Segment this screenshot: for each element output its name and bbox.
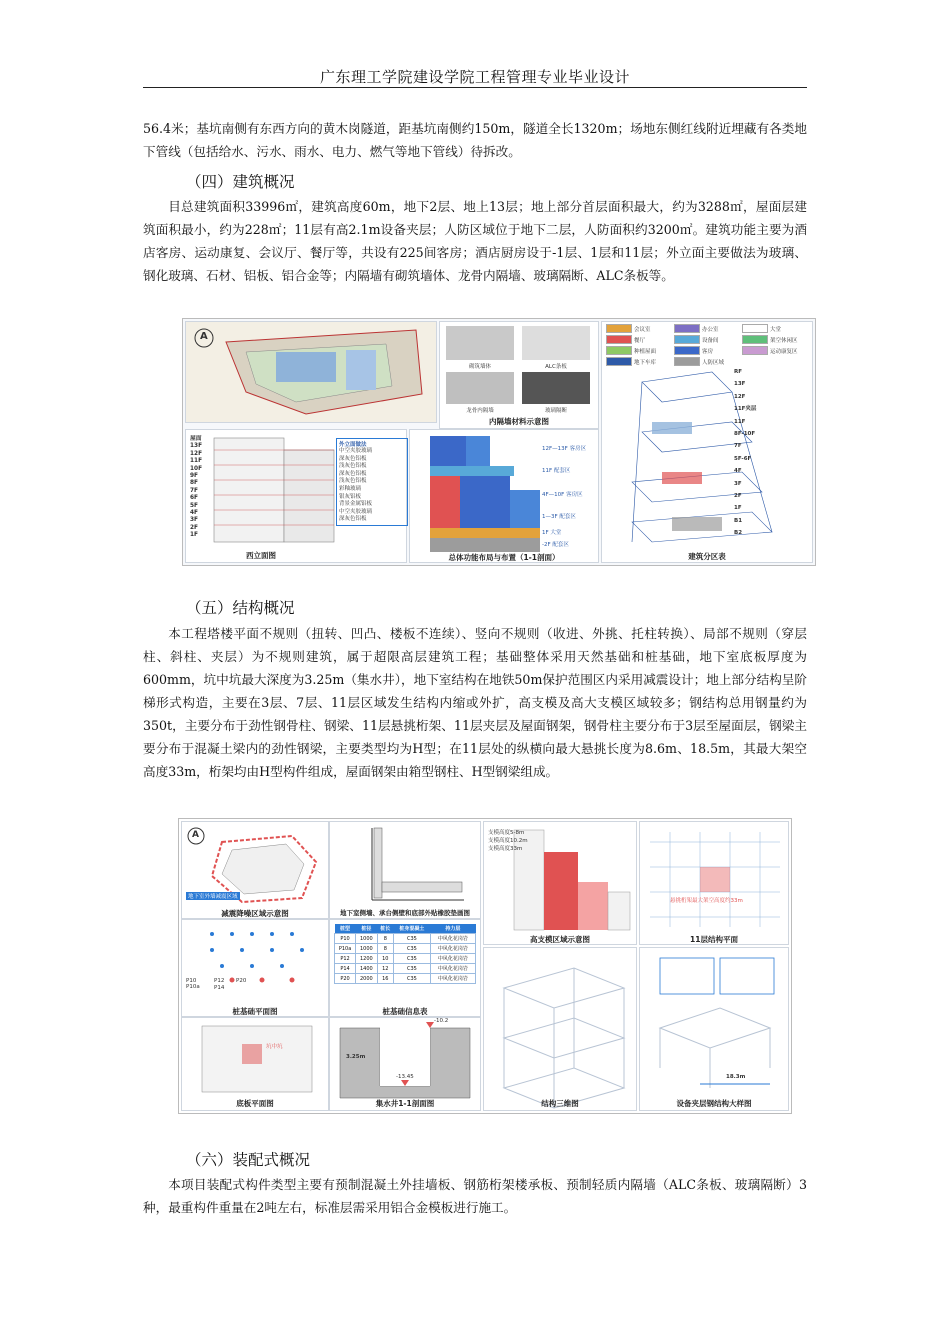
sump-bottom-level: -13.45	[396, 1074, 414, 1080]
pile-table-header-cell: 桩径	[361, 926, 372, 932]
pile-plan-drawing	[182, 920, 328, 1016]
wall-caption: 地下室侧墙、承台侧壁和底部外贴橡胶垫画图	[340, 909, 470, 917]
function-panel	[409, 429, 599, 563]
facade-item: 深灰色铝板	[339, 455, 367, 462]
interior-panel	[439, 321, 599, 429]
function-label: 4F—10F 客房区	[542, 492, 583, 498]
highform-legend	[488, 828, 528, 852]
sump-depth: 3.25m	[346, 1054, 366, 1060]
table-cell: C35	[393, 954, 430, 964]
section4-heading: （四）建筑概况	[186, 173, 295, 191]
zone-floor: 8F-10F	[734, 431, 756, 438]
header-rule	[143, 87, 807, 88]
equip-dimension: 18.3m	[726, 1074, 746, 1080]
zone-legend-label: 会议室	[634, 326, 651, 333]
table-cell: 10	[377, 954, 393, 964]
section5-paragraph: 本工程塔楼平面不规则（扭转、凹凸、楼板不连续）、竖向不规则（收进、外挑、托柱转换）、局部不规则（穿层柱、斜柱、夹层）为不规则建筑，属于超限高层建筑工程；基础整体采用天然基础和桩基础，地下室底板厚度为600mm，坑中坑最大深度为3.25m（集水井），地下室结构在地铁50m保护范围区内采用减震设计；地上部分结构呈阶梯形式构造，主要在3层、7层、11层区域发生结构内缩或外扩，高支模及高大支模区域较多；钢结构总用钢量约为350t，主要分布于劲性钢骨柱、钢梁、11层悬挑桁架、11层夹层及屋面钢架，钢骨柱主要分布于3层至屋面层，钢梁主要分布于混凝土梁内的劲性钢梁，主要类型均为H型；在11层处的纵横向最大悬挑长度为8.6m、18.5m，其最大架空高度33m，桁架均由H型构件组成，屋面钢架由箱型钢柱、H型钢梁组成。	[143, 626, 807, 779]
table-cell: C35	[393, 974, 430, 984]
table-cell: P12	[335, 954, 356, 964]
interior-item-3: 龙骨内隔墙	[466, 408, 494, 414]
sump-panel	[329, 1017, 481, 1111]
zone-floor: 7F	[734, 443, 742, 450]
facade-item: 深灰色铝板	[339, 516, 367, 523]
table-cell: C35	[393, 934, 430, 944]
zone-legend-label: 架空休闲区	[770, 337, 798, 344]
west-floor: 9F	[190, 473, 198, 480]
interior-photo-2	[522, 326, 590, 360]
interior-photo-1	[446, 326, 514, 360]
west-floor: 8F	[190, 480, 198, 487]
table-cell: 1000	[356, 944, 377, 954]
damping-note: 地下室外墙减震区域	[188, 894, 238, 900]
west-floor: 6F	[190, 495, 198, 502]
table-cell: C35	[393, 944, 430, 954]
slab-caption: 底板平面图	[236, 1099, 274, 1108]
pile-legend-item: P10a	[186, 984, 200, 990]
table-cell: 中风化花岗岩	[430, 934, 475, 944]
zone-legend-label: 运动康复区	[770, 348, 798, 355]
table-cell: 中风化花岗岩	[430, 964, 475, 974]
pile-legend	[186, 978, 246, 990]
west-floor: 12F	[190, 450, 203, 457]
slab-drawing	[182, 1018, 328, 1110]
wall-detail-panel	[329, 821, 481, 919]
pile-plan-caption: 桩基础平面图	[232, 1007, 278, 1016]
west-floor: 11F	[190, 458, 203, 465]
frame3d-drawing	[484, 948, 636, 1110]
table-cell: 16	[377, 974, 393, 984]
table-cell: P20	[335, 974, 356, 984]
sump-top-level: -10.2	[434, 1018, 449, 1024]
sump-drawing	[330, 1018, 480, 1110]
west-floor: 1F	[190, 532, 198, 539]
section6-heading: （六）装配式概况	[186, 1151, 311, 1169]
facade-item: 彩釉玻璃	[339, 485, 362, 492]
wall-detail-drawing	[330, 822, 480, 918]
zone-floor: B2	[734, 530, 743, 537]
highform-panel	[483, 821, 637, 945]
zone-floor: 13F	[734, 381, 746, 388]
west-floor: 2F	[190, 524, 198, 531]
highform-legend-item: 支模高度10.2m	[488, 838, 528, 844]
table-row	[335, 934, 476, 944]
facade-item: 背景金属铝板	[339, 501, 373, 508]
pile-table-header-cell: 桩长	[380, 926, 391, 932]
floor11-caption: 11层结构平面	[690, 935, 738, 944]
floor11-drawing	[640, 822, 788, 944]
function-label: 11F 配套区	[542, 468, 571, 474]
pile-table-header-cell: 桩型	[340, 926, 351, 932]
frame3d-caption: 结构三维图	[541, 1099, 579, 1108]
slab-panel	[181, 1017, 329, 1111]
floor11-panel	[639, 821, 789, 945]
site-plan-panel	[185, 321, 437, 423]
equip-drawing	[640, 948, 788, 1110]
zone-floor: 2F	[734, 493, 742, 500]
zone-legend-label: 地下车库	[634, 359, 657, 366]
west-elevation-panel	[185, 429, 407, 563]
zone-legend-label: 设备间	[702, 337, 719, 344]
zone-floor: 11F夹层	[734, 406, 757, 413]
zone-panel	[601, 321, 813, 563]
facade-item: 中空夹胶玻璃	[339, 508, 373, 515]
highform-caption: 高支模区域示意图	[530, 935, 590, 944]
site-marker-2-icon: A	[192, 830, 199, 840]
section4-paragraph: 目总建筑面积33996㎡，建筑高度60m，地下2层、地上13层；地上部分首层面积最大，约为3288㎡，屋面层建筑面积最小，约为228㎡；11层有高2.1m设备夹层；人防区域位于地下二层，人防面积约3200㎡。建筑功能主要为酒店客房、运动康复、会议厅、餐厅等，共设有225间客房；酒店厨房设于-1层、1层和11层；外立面主要做法为玻璃、钢化玻璃、石材、铝板、铝合金等；内隔墙有砌筑墙体、龙骨内隔墙、玻璃隔断、ALC条板等。	[143, 199, 807, 283]
table-cell: 1200	[356, 954, 377, 964]
table-cell: 8	[377, 944, 393, 954]
table-cell: 中风化花岗岩	[430, 944, 475, 954]
architecture-figure	[182, 318, 816, 566]
damping-caption: 减震降噪区域示意图	[221, 909, 289, 918]
table-row	[335, 954, 476, 964]
pile-table-caption: 桩基础信息表	[382, 1007, 428, 1016]
zone-floor: 1F	[734, 505, 742, 512]
facade-item: 深灰色铝板	[339, 470, 367, 477]
function-label: 1F 大堂	[542, 530, 562, 536]
table-cell: 2000	[356, 974, 377, 984]
pile-legend-item: P10	[186, 978, 197, 984]
table-row	[335, 944, 476, 954]
zone-floor: 5F-6F	[734, 455, 752, 462]
zone-legend-label: 种植屋面	[634, 348, 657, 355]
pile-table-header-cell: 桩身混凝土	[399, 926, 425, 932]
west-caption: 西立面图	[246, 551, 276, 560]
pile-table-header-cell: 持力层	[445, 926, 461, 932]
zone-floor: 12F	[734, 393, 746, 400]
table-cell: P10a	[335, 944, 356, 954]
site-marker-icon: A	[200, 331, 208, 342]
frame3d-panel	[483, 947, 637, 1111]
structure-figure	[178, 818, 792, 1114]
pile-legend-item: P14	[214, 985, 225, 991]
zone-floor: 3F	[734, 480, 742, 487]
table-cell: 中风化花岗岩	[430, 974, 475, 984]
interior-photo-3	[446, 372, 514, 404]
zone-floor: B1	[734, 517, 743, 524]
table-cell: 1400	[356, 964, 377, 974]
facade-item: 银灰铝板	[339, 493, 362, 500]
facade-title: 外立面做法	[339, 442, 367, 448]
table-row	[335, 964, 476, 974]
highform-legend-item: 支模高度33m	[488, 846, 523, 852]
zone-legend-label: 大堂	[770, 326, 782, 333]
table-cell: 12	[377, 964, 393, 974]
zone-floor: RF	[734, 369, 742, 375]
west-floor: 5F	[190, 502, 198, 509]
zone-floor: 4F	[734, 468, 742, 475]
facade-item: 浅灰色铝板	[339, 478, 367, 485]
floor11-note: 悬挑桁架最大架空高度约33m	[670, 898, 743, 904]
west-floor: 4F	[190, 510, 198, 517]
west-floor: 10F	[190, 465, 203, 472]
function-caption: 总体功能布局与布置（1-1剖面）	[448, 553, 560, 562]
pile-table	[334, 924, 476, 984]
west-floor: 3F	[190, 517, 198, 524]
facade-item: 中空夹胶玻璃	[339, 448, 373, 454]
facade-item: 浅灰色铝板	[339, 463, 367, 470]
highform-legend-item: 支模高度5-8m	[488, 830, 525, 836]
interior-item-1: 砌筑墙体	[468, 364, 491, 370]
table-cell: P14	[335, 964, 356, 974]
section6-paragraph: 本项目装配式构件类型主要有预制混凝土外挂墙板、钢筋桁架楼承板、预制轻质内隔墙（ALC条板、玻璃隔断）3种，最重构件重量在2吨左右，标准层需采用铝合金模板进行施工。	[143, 1177, 807, 1215]
function-label: 1—3F 配套区	[542, 514, 576, 520]
damping-drawing	[182, 822, 328, 918]
pile-table-header-row	[335, 924, 476, 934]
zone-caption: 建筑分区表	[688, 552, 726, 561]
zone-floor: 11F	[734, 418, 746, 425]
table-cell: 1000	[356, 934, 377, 944]
west-floor: 7F	[190, 487, 198, 494]
function-label: 12F—13F 客房区	[542, 446, 587, 452]
table-cell: P10	[335, 934, 356, 944]
table-cell: 中风化花岗岩	[430, 954, 475, 964]
equip-caption: 设备夹层钢结构大样图	[676, 1099, 752, 1108]
interior-caption: 内隔墙材料示意图	[489, 417, 549, 426]
pile-plan-panel	[181, 919, 329, 1017]
west-floor: 13F	[190, 443, 203, 450]
table-row	[335, 974, 476, 984]
intro-paragraph: 56.4米；基坑南侧有东西方向的黄木岗隧道，距基坑南侧约150m，隧道全长1320m；场地东侧红线附近埋藏有各类地下管线（包括给水、污水、雨水、电力、燃气等地下管线）待拆改。	[143, 121, 807, 159]
zone-legend-label: 办公室	[702, 326, 719, 333]
interior-photo-4	[522, 372, 590, 404]
damping-panel	[181, 821, 329, 919]
facade-legend	[336, 438, 408, 526]
pile-legend-item: P20	[236, 978, 247, 984]
interior-item-4: 玻璃隔断	[544, 408, 567, 414]
equip-panel	[639, 947, 789, 1111]
west-floor: 屋面	[190, 436, 202, 442]
table-cell: C35	[393, 964, 430, 974]
interior-item-2: ALC条板	[545, 364, 567, 370]
function-label: -2F 配套区	[542, 542, 569, 548]
pile-legend-item: P12	[214, 978, 225, 984]
sump-caption: 集水井1-1剖面图	[375, 1099, 435, 1108]
zone-legend-label: 客房	[702, 348, 714, 355]
slab-note: 坑中坑	[266, 1044, 283, 1050]
table-cell: 8	[377, 934, 393, 944]
zone-floor-list	[734, 366, 808, 540]
site-plan-drawing	[186, 322, 436, 422]
pile-table-panel	[329, 919, 481, 1017]
page-header: 广东理工学院建设学院工程管理专业毕业设计	[319, 68, 630, 86]
zone-legend-label: 餐厅	[634, 337, 646, 344]
zone-legend-label: 人防区域	[702, 359, 725, 366]
section5-heading: （五）结构概况	[186, 599, 295, 617]
